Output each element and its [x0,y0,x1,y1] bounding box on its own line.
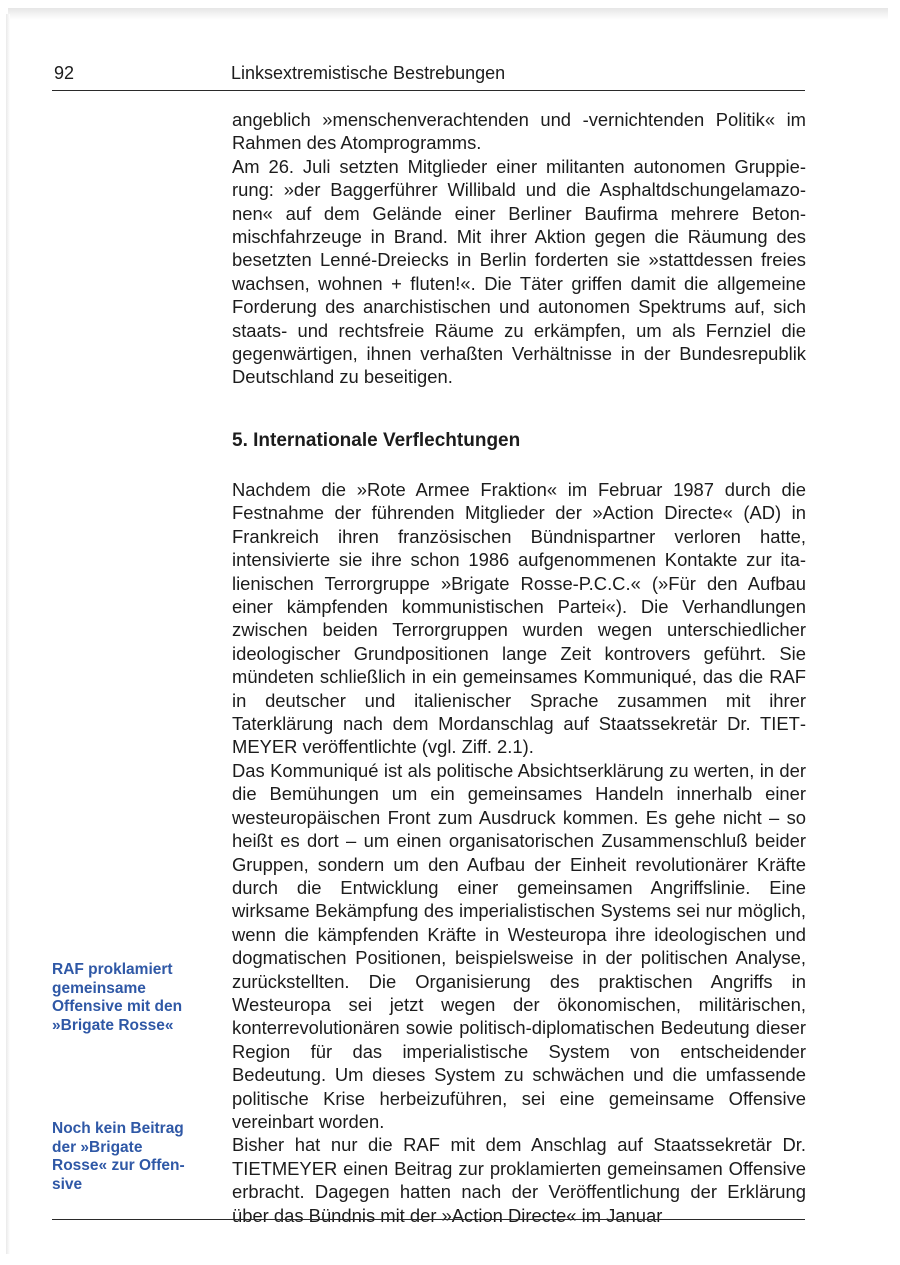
section-paragraph-2: Das Kommuniqué ist als politische Absichtserklärung zu werten, in der die Bemühungen um ein gemeinsames Handeln innerhalb einer westeuropäischen Front zum Ausdruck kommen. Es gehe nicht – so heißt es dort – um einen organisatorischen Zusammenschluß beider Gruppen, sondern um den Aufbau der Einheit revolutionärer Kräfte durch die Entwicklung einer gemeinsamen Angriffslinie. Eine wirksame Bekämpfung des imperialistischen Systems sei nur möglich, wenn die kämpfenden Kräfte in Westeuropa ihre ideologischen und dogmatischen Positionen, beispielsweise in der politischen Analyse, zurückstellten. Die Organisierung des praktischen Angriffs in Westeuropa sei jetzt wegen der ökonomischen, militärischen, konterrevolutionären sowie politisch-diplomatischen Bedeutung dieser Region für das imperialistische System von entscheidender Bedeutung. Um dieses System zu schwächen und die umfassende politische Krise herbeizuführen, sei eine gemeinsame Offensive vereinbart worden. [232,759,806,1132]
margin-note-line: Offensive mit den [52,998,183,1015]
footer-rule [52,1219,805,1220]
margin-note-line: Noch kein Beitrag [52,1120,184,1137]
margin-note-line: der »Brigate [52,1138,143,1156]
margin-note-no-contribution [52,1120,212,1194]
section-paragraph-3: Bisher hat nur die RAF mit dem Anschlag auf Staatssekretär Dr. TIETMEYER einen Beitrag zur proklamierten gemeinsamen Offensive erbracht. Dagegen hatten nach der Veröffentlichung der Erklärung über das Bündnis mit der »Action Directe« im Januar [232,1134,806,1226]
intro-paragraph-2: Am 26. Juli setzten Mitglieder einer militanten autonomen Gruppierung: »der Baggerführer Willibald und die Asphaltdschungelamazonen« auf dem Gelände einer Berliner Baufirma mehrere Betonmischfahrzeuge in Brand. Mit ihrer Aktion gegen die Räumung des besetzten Lenné-Dreiecks in Berlin forderten sie »stattdessen freies wachsen, wohnen + fluten!«. Die Täter griffen damit die allgemeine Forderung des anarchistischen und autonomen Spektrums auf, sich staats- und rechtsfreie Räume zu erkämpfen, um als Fernziel die gegenwärtigen, ihnen verhaßten Verhältnisse in der Bundesrepublik Deutschland zu beseitigen. [232,155,806,388]
margin-note-line: sive [52,1175,83,1193]
margin-note-line: gemeinsame [52,979,146,997]
margin-note-line: »Brigate Rosse« [52,1016,174,1034]
section-paragraph-1: Nachdem die »Rote Armee Fraktion« im Februar 1987 durch die Festnahme der führenden Mitglieder der »Action Directe« (AD) in Frankreich ihren französischen Bündnispartner verloren hatte, intensivierte sie ihre schon 1986 aufgenommenen Kontakte zur italienischen Terrorgruppe »Brigate Rosse-P.C.C.« (»Für den Aufbau einer kämpfenden kommunistischen Partei«). Die Verhandlungen zwischen beiden Terrorgruppen wurden wegen unterschiedlicher ideologischer Grundpositionen lange Zeit kontrovers geführt. Sie mündeten schließlich in ein gemeinsames Kommuniqué, das die RAF in deutscher und italienischer Sprache zusammen mit ihrer Taterklärung nach dem Mordanschlag auf Staatssekretär Dr. TIETMEYER veröffentlichte (vgl. Ziff. 2.1). [232,479,806,758]
running-title: Linksextremistische Bestrebungen [231,63,506,83]
margin-note-line: RAF proklamiert [52,961,173,978]
margin-note-raf-offensive [52,961,212,1035]
intro-text-block [232,108,806,389]
scan-edge-top [8,8,888,20]
page-number: 92 [54,63,75,83]
margin-note-line: Rosse« zur Offen- [52,1157,185,1174]
header-rule [52,90,805,91]
section-text-block [232,478,806,1227]
intro-paragraph-continued: angeblich »menschenverachtenden und -vernichtenden Politik« im Rahmen des Atomprogramms. [232,109,806,154]
section-heading: 5. Internationale Verflechtungen [232,430,521,451]
scan-edge-left [6,14,10,1254]
